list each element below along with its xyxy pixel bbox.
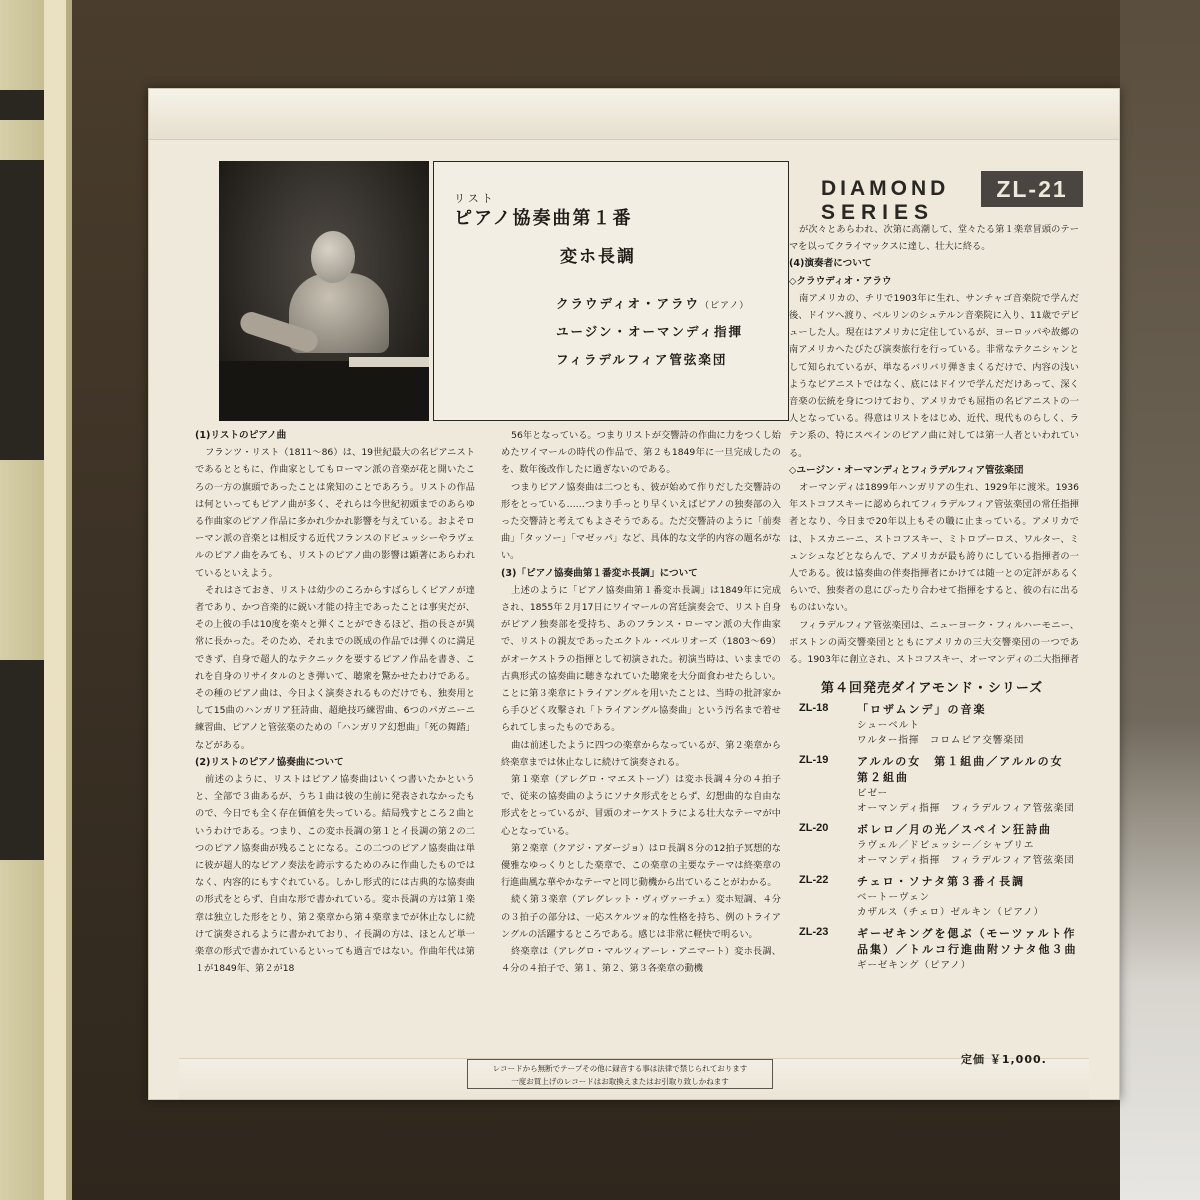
section-heading: ◇クラウディオ・アラウ bbox=[789, 275, 892, 287]
paragraph: が次々とあらわれ、次第に高潮して、堂々たる第１楽章冒頭のテーマを以ってクライマックスに達し、壮大に終る。 bbox=[789, 224, 1079, 253]
series-list bbox=[799, 677, 1089, 979]
series-item bbox=[799, 822, 1089, 868]
series-item-title: アルルの女 第１組曲／アルルの女 第２組曲 bbox=[857, 755, 1077, 784]
pianist-photo bbox=[219, 161, 429, 421]
photo-keys bbox=[349, 357, 429, 367]
section-heading: (1)リストのピアノ曲 bbox=[195, 430, 287, 441]
series-item-code: ZL-20 bbox=[799, 822, 829, 834]
box-edge bbox=[44, 0, 66, 1200]
record-sleeve-back bbox=[148, 88, 1120, 1100]
right-background bbox=[1120, 0, 1200, 1200]
series-item-title: ボレロ／月の光／スペイン狂詩曲 bbox=[857, 823, 1052, 836]
paragraph: 上述のように「ピアノ協奏曲第１番変ホ長調」は1849年に完成され、1855年２月17日にワイマールの宮廷演奏会で、リスト自身がピアノ独奏部を受持ち、あのフランス・ローマン派の大作曲家で、リストの親友であったエクトル・ベルリオーズ（1803〜69）がオーケストラの指揮として初演された。初演当時は、いままでの古典形式の協奏曲に聴きなれていた聴衆を大分面食わせたらしい。ことに第３楽章にトライアングルを用いたことは、当時の批評家から手ひどく攻撃され「トライアングル協奏曲」という汚名まで着せられてしまったものである。 bbox=[501, 584, 781, 734]
photo-piano bbox=[219, 361, 429, 421]
performer-orchestra: フィラデルフィア管弦楽団 bbox=[556, 352, 728, 367]
series-item-composer: ベートーヴェン bbox=[857, 892, 931, 903]
series-item bbox=[799, 702, 1089, 748]
series-brand: DIAMOND SERIES bbox=[821, 177, 950, 224]
paragraph: それはさておき、リストは幼少のころからすばらしくピアノが達者であり、かつ音楽的に鋭い才能の持主であったことは事実だが、その上彼の手は10度を楽々と弾くことができるほど、指の長さが異常に長かった。そのため、それまでの既成の作品では弾くのに満足できず、自身で超人的なテクニックを要するピアノ作品を書き、これを自身のリサイタルのとき弾いて、聴衆を驚かせたわけである。その種のピアノ曲は、今日よく演奏されるものだけでも、独奏用として15曲のハンガリア狂詩曲、超絶技巧練習曲、6つのパガニーニ練習曲、ピアノと管弦楽のための「ハンガリア幻想曲」「死の舞踏」などがある。 bbox=[195, 584, 475, 751]
sleeve-top-fold bbox=[149, 89, 1119, 140]
series-item-title: ギーゼキングを偲ぶ（モーツァルト作品集）／トルコ行進曲附ソナタ他３曲 bbox=[857, 927, 1078, 956]
series-item-code: ZL-22 bbox=[799, 874, 829, 886]
paragraph: オーマンディは1899年ハンガリアの生れ、1929年に渡米。1936年ストコフスキーに認められてフィラデルフィア管弦楽団の常任指揮者となり、今日まで20年以上もその職に止まっている。アメリカでは、トスカニーニ、ストコフスキー、ミトロプーロス、ワルター、ミュンシュなどとならんで、アメリカが最も誇りにしている指揮者の一人である。彼は協奏曲の伴奏指揮者にかけては随一との定評があるくらいで、独奏者の息にぴったり合わせて指揮をすると、彼の右に出るものはいない。 bbox=[789, 482, 1079, 614]
section-heading: (3)「ピアノ協奏曲第１番変ホ長調」について bbox=[501, 567, 698, 579]
price: 定価 ￥1,000. bbox=[961, 1053, 1047, 1066]
series-item-title: チェロ・ソナタ第３番イ長調 bbox=[857, 875, 1026, 888]
series-item-performer: ギーゼキング（ピアノ） bbox=[857, 960, 972, 971]
liner-notes-column-1 bbox=[195, 427, 475, 1047]
paragraph: フィラデルフィア管弦楽団は、ニューヨーク・フィルハーモニー、ボストンの両交響楽団とともにアメリカの三大交響楽団の一つである。1903年に創立され、ストコフスキー、オーマンディの二大指揮者 bbox=[789, 619, 1079, 666]
title-composer-kana: リスト bbox=[454, 192, 496, 205]
paragraph: 56年となっている。つまりリストが交響詩の作曲に力をつくし始めたワイマールの時代の作品で、第２も1849年に一旦完成したのを、数年後改作したに過ぎないのである。 bbox=[501, 430, 781, 476]
performer-soloist: クラウディオ・アラウ（ピアノ） bbox=[556, 296, 750, 311]
paragraph: 前述のように、リストはピアノ協奏曲はいくつ書いたかというと、全部で３曲あるが、うち１曲は彼の生前に発表されなかったもので、今日でも全く存在価値を失っている。結局残すところ２曲というわけである。つまり、この変ホ長調の第１とイ長調の第２の二つのピアノ協奏曲が残ることになる。この二つのピアノ協奏曲は単に彼が超人的なピアノ奏法を誇示するためのみに作曲したものではなく、内容的にもすぐれている。しかし形式的には古典的な協奏曲の形式をとらず、自由な形で書かれている。変ホ長調の方は第１楽章は独立した形をとり、第２楽章から第４楽章までが休止なしに続けて演奏されるように書かれており、イ長調の方は、ほとんど単一楽章の形式で書かれているといっても過言ではない。作曲年代は第１が1849年、第２が18 bbox=[195, 774, 475, 975]
series-item-code: ZL-18 bbox=[799, 702, 829, 714]
liner-notes-column-3 bbox=[789, 221, 1079, 671]
series-item-title: 「ロザムンデ」の音楽 bbox=[857, 703, 987, 716]
series-item-performer: ワルター指揮 コロムビア交響楽団 bbox=[857, 735, 1025, 746]
series-item-composer: ビゼー bbox=[857, 788, 889, 799]
title-main: ピアノ協奏曲第１番 bbox=[454, 208, 633, 229]
paragraph: 第２楽章（クアジ・アダージョ）はロ長調８分の12拍子冥想的な優雅なゆっくりとした楽章で、この楽章の主要なテーマは終楽章の行進曲風な華やかなテーマと同じ動機から出ていることがわかる。 bbox=[501, 842, 781, 889]
paragraph: 南アメリカの、チリで1903年に生れ、サンチャゴ音楽院で学んだ後、ドイツへ渡り、ベルリンのシュテルン音楽院に入り、11歳でデビューした人。現在はアメリカに定住しているが、ヨーロッパや故郷の南アメリカへたびたび演奏旅行を行っている。非常なテクニシャンとして知られているが、単なるバリバリ弾きまくるだけで、内容の浅いようなピアニストではなく、底にはドイツで学んだだけあって、深く音楽の伝統を身につけており、アメリカでも屈指の名ピアニストの一人となっている。得意はリストをはじめ、近代、現代ものらしく、ラテン系の、特にスペインのピアノ曲に対しては第一人者といわれている。 bbox=[789, 292, 1079, 459]
section-heading: (2)リストのピアノ協奏曲について bbox=[195, 756, 344, 768]
series-item-composer: ラヴェル／ドビュッシー／シャブリエ bbox=[857, 840, 1035, 851]
paragraph: つまりピアノ協奏曲は二つとも、彼が始めて作りだした交響詩の形をとっている……つまり手っとり早くいえばピアノの独奏部の入った交響詩と考えてもよさそうである。ただ交響詩のように「前奏曲」「タッソー」「マゼッパ」など、具体的な文学的内容の題名がない。 bbox=[501, 481, 781, 562]
series-item-code: ZL-23 bbox=[799, 926, 829, 938]
section-heading: (4)演奏者について bbox=[789, 258, 872, 270]
title-box bbox=[433, 161, 789, 421]
series-item bbox=[799, 874, 1089, 920]
record-box-left bbox=[0, 0, 72, 1200]
copyright-notice: レコードから無断でテープその他に録音する事は法律で禁じられております 一度お買上げのレコードはお取換えまたはお引取り致しかねます bbox=[467, 1059, 773, 1089]
performer-conductor: ユージン・オーマンディ指揮 bbox=[556, 324, 743, 339]
catalog-code: ZL-21 bbox=[981, 171, 1083, 207]
paragraph: 曲は前述したように四つの楽章からなっているが、第２楽章から終楽章までは休止なしに続けて演奏される。 bbox=[501, 739, 781, 768]
section-heading: ◇ユージン・オーマンディとフィラデルフィア管弦楽団 bbox=[789, 464, 1024, 476]
series-item-composer: シューベルト bbox=[857, 720, 920, 731]
photo-head bbox=[311, 231, 355, 283]
series-item-performer: オーマンディ指揮 フィラデルフィア管弦楽団 bbox=[857, 855, 1075, 866]
series-item bbox=[799, 926, 1089, 973]
series-item-performer: カザルス（チェロ）ゼルキン（ピアノ） bbox=[857, 907, 1045, 918]
series-item-performer: オーマンディ指揮 フィラデルフィア管弦楽団 bbox=[857, 803, 1075, 814]
series-heading: 第４回発売ダイアモンド・シリーズ bbox=[821, 681, 1044, 696]
liner-notes-column-2 bbox=[501, 427, 781, 1047]
paragraph: フランツ・リスト（1811〜86）は、19世紀最大の名ピアニストであるとともに、作曲家としてもローマン派の音楽が花と開いたころの一方の旗頭であったことは衆知のことであろう。リストの作品は何といってもピアノ曲が多く、それらは今世紀初頭までのあらゆる作曲家のピアノ作品に多かれ少かれ影響を与えている。およそローマン派の音楽とは相反する近代フランスのドビュッシーやラヴェルのピアノ曲をみても、リストのピアノ曲の影響は顕著にあらわれているといえよう。 bbox=[195, 447, 475, 579]
series-item bbox=[799, 754, 1089, 816]
paragraph: 終楽章は（アレグロ・マルツィアーレ・アニマート）変ホ長調、４分の４拍子で、第１、第２、第３各楽章の動機 bbox=[501, 946, 781, 975]
series-item-code: ZL-19 bbox=[799, 754, 829, 766]
paragraph: 続く第３楽章（アレグレット・ヴィヴァーチェ）変ホ短調、４分の３拍子の部分は、一応スケルツォ的な性格を持ち、例のトライアングルの活躍するところである。感じは非常に軽快で明るい。 bbox=[501, 894, 781, 940]
paragraph: 第１楽章（アレグロ・マエストーゾ）は変ホ長調４分の４拍子で、従来の協奏曲のようにソナタ形式をとらず、幻想曲的な自由な形式をとっているが、冒頭のオーケストラによる壮大なテーマが中心となっている。 bbox=[501, 774, 781, 837]
title-key: 変ホ長調 bbox=[560, 247, 636, 267]
